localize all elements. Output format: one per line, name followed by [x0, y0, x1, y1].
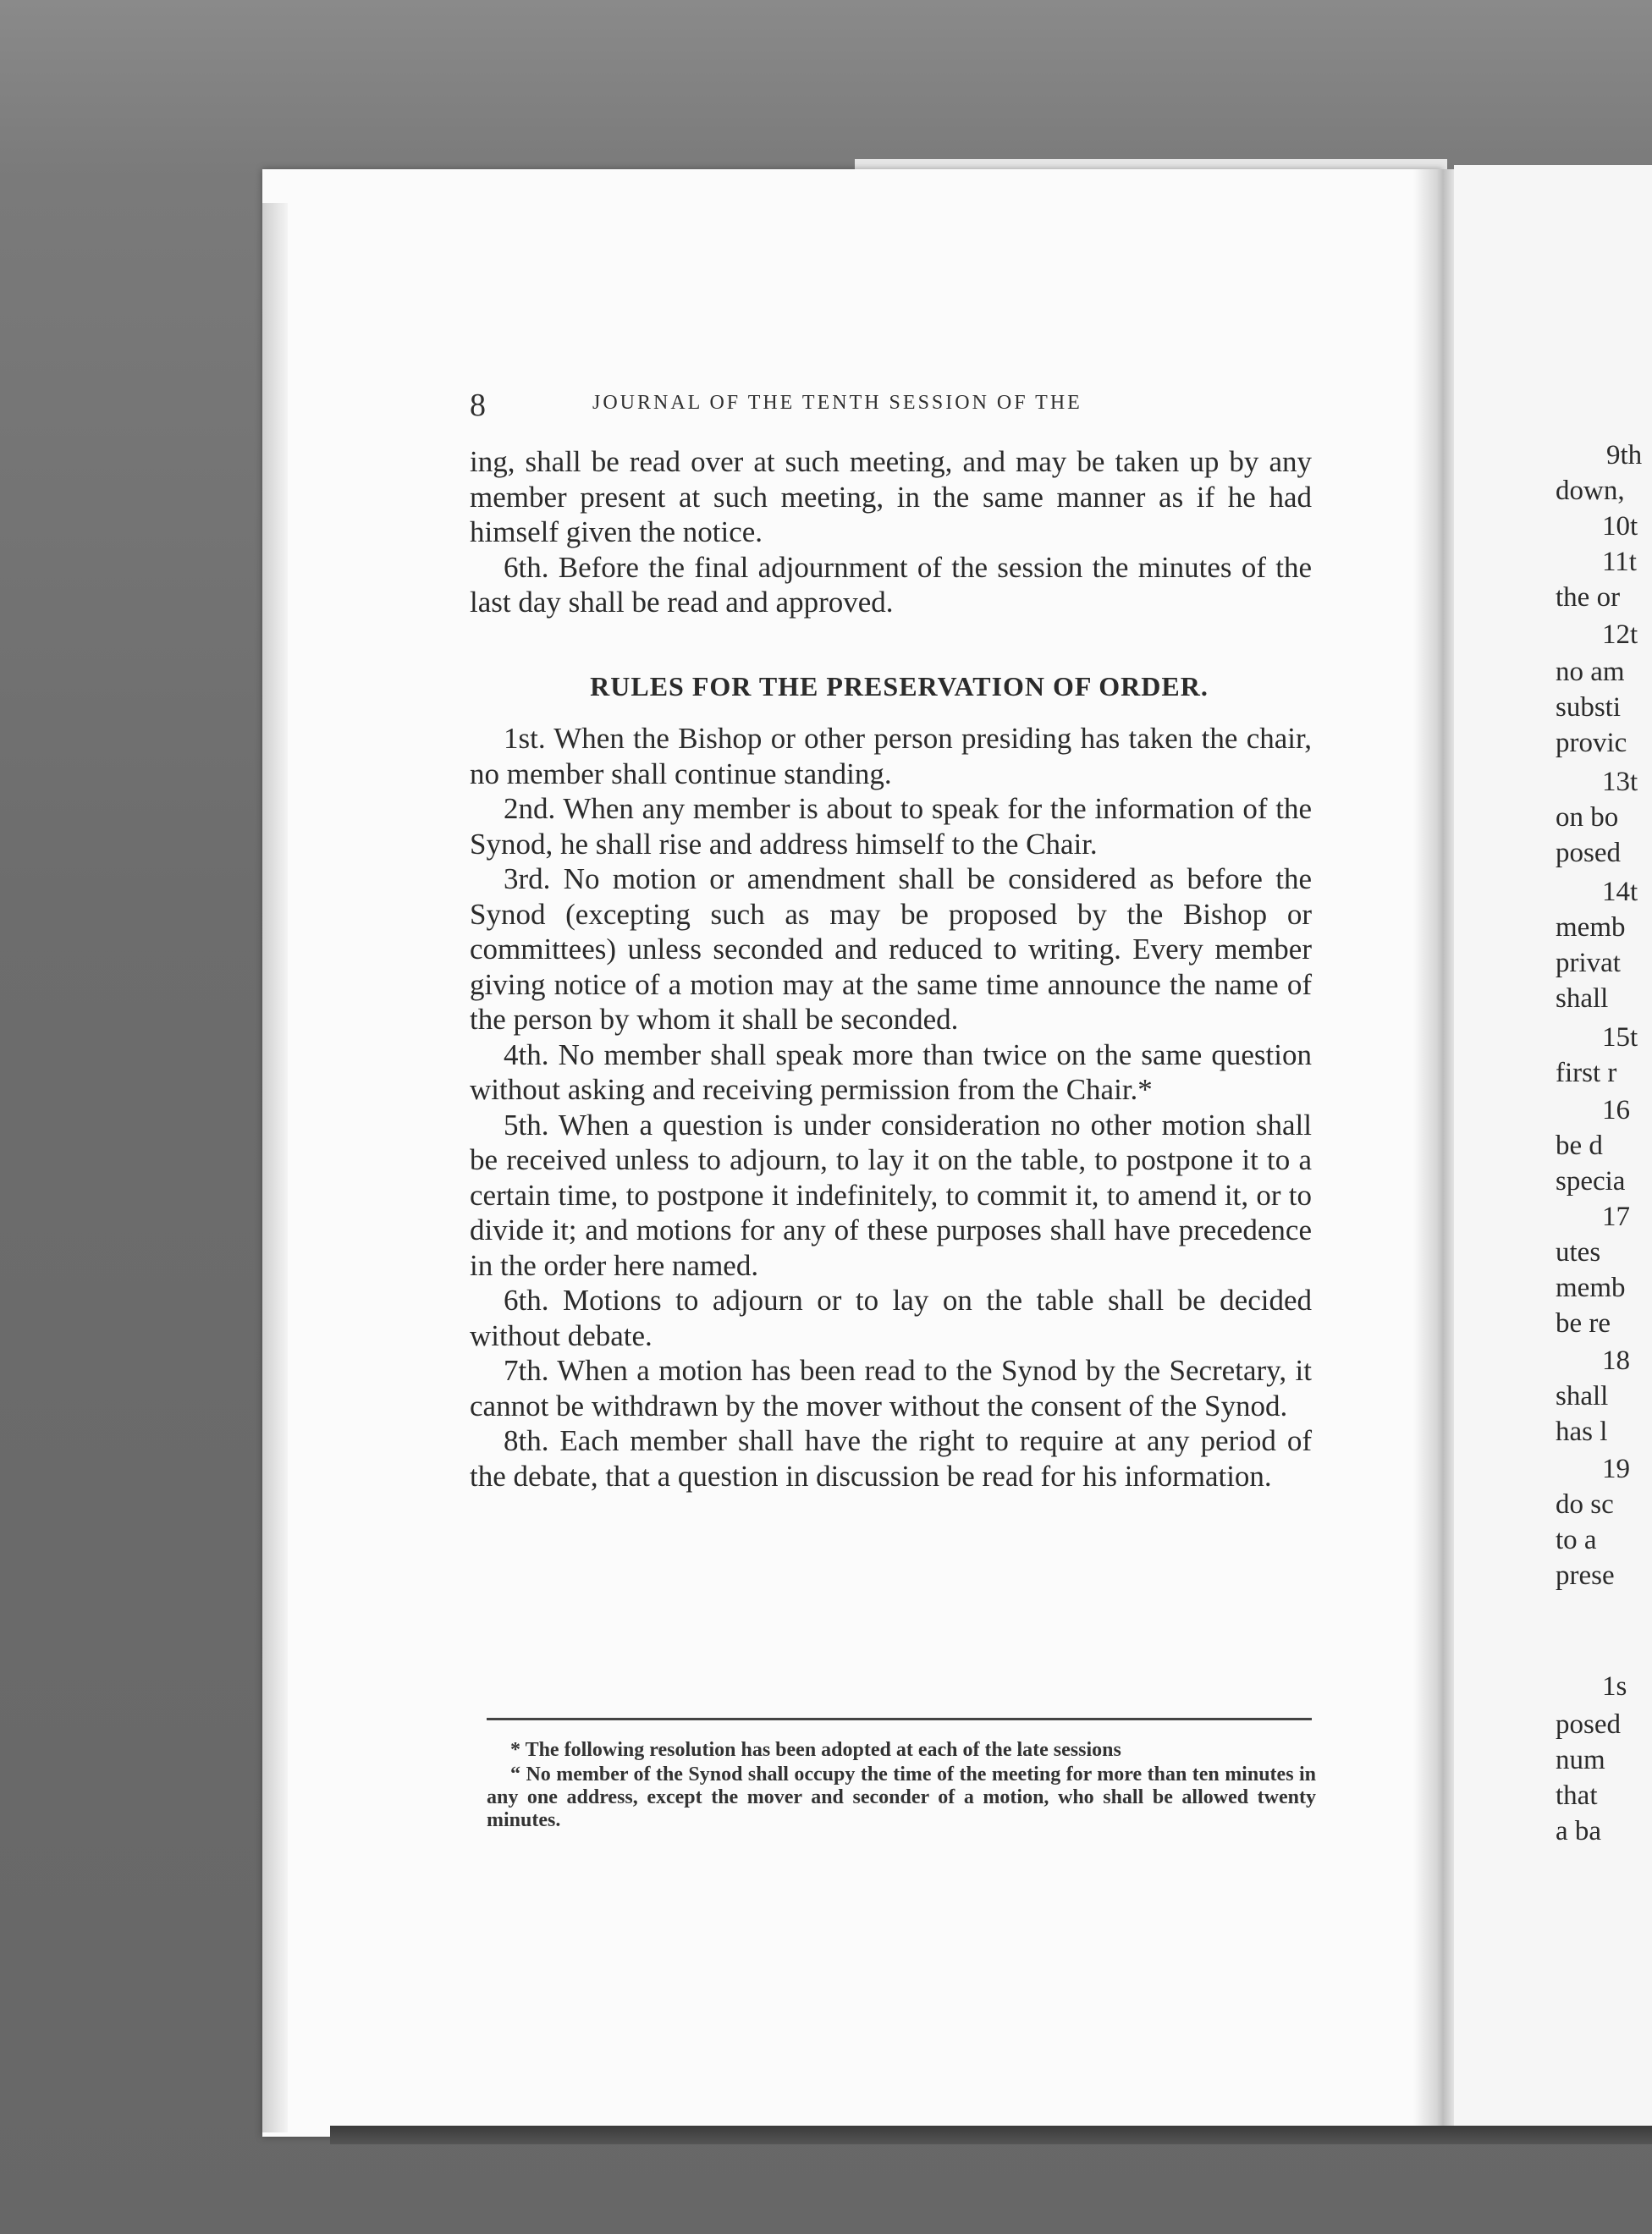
right-fragment: to a [1556, 1525, 1597, 1555]
rule-5th: 5th. When a question is under consideration no other motion shall be received unless to adjourn, to lay it on the table, to postpone it to a certain time, to postpone it indefinitely, to commit it, to amend it, or to divide it; and motions for any of these purposes shall have precedence in the order here named. [470, 1108, 1312, 1282]
right-fragment: shall [1556, 983, 1609, 1014]
right-fragment: privat [1556, 948, 1621, 978]
page-number: 8 [470, 388, 486, 423]
rule-3rd: 3rd. No motion or amendment shall be considered as before the Synod (excepting such as may be proposed by the Bishop or committees) unless seconded and reduced to writing. Every member giving notice of a motion may at the same time announce the name of the person by whom it shall be seconded. [470, 862, 1312, 1036]
right-fragment: substi [1556, 692, 1622, 723]
right-fragment: specia [1556, 1166, 1626, 1197]
right-fragment: 14t [1602, 877, 1638, 907]
book-gutter [1413, 169, 1456, 2137]
right-fragment: memb [1556, 1273, 1626, 1303]
footnote-divider [487, 1718, 1312, 1720]
right-fragment: that [1556, 1780, 1598, 1811]
right-fragment: first r [1556, 1058, 1617, 1088]
right-fragment: memb [1556, 912, 1626, 943]
right-fragment: 13t [1602, 767, 1638, 797]
right-fragment: a ba [1556, 1816, 1602, 1846]
right-fragment: 16 [1602, 1095, 1630, 1125]
bottom-shadow [330, 2126, 1652, 2144]
right-fragment: shall [1556, 1381, 1609, 1411]
rule-7th: 7th. When a motion has been read to the Synod by the Secretary, it cannot be withdrawn by the mover without the consent of the Synod. [470, 1354, 1312, 1422]
footnote-2: “ No member of the Synod shall occupy the time of the meeting for more than ten minutes in any one address, except the mover and seconder of a motion, who shall be allowed twenty minutes. [487, 1764, 1316, 1831]
right-fragment: has l [1556, 1417, 1608, 1447]
running-title: JOURNAL OF THE TENTH SESSION OF THE [592, 392, 1082, 414]
rule-4th: 4th. No member shall speak more than twice on the same question without asking and receiving permission from the Chair.* [470, 1037, 1312, 1106]
right-fragment: 1s [1602, 1671, 1627, 1702]
footnote-1: * The following resolution has been adopted at each of the late sessions [510, 1739, 1121, 1761]
rule-6th: 6th. Motions to adjourn or to lay on the table shall be decided without debate. [470, 1284, 1312, 1352]
rule-8th: 8th. Each member shall have the right to require at any period of the debate, that a question in discussion be read for his information. [470, 1424, 1312, 1493]
section-heading: RULES FOR THE PRESERVATION OF ORDER. [590, 670, 1209, 702]
right-fragment: 10t [1602, 511, 1638, 542]
right-fragment: posed [1556, 838, 1621, 868]
right-page-text [1556, 440, 1652, 1879]
right-fragment: provic [1556, 728, 1627, 758]
right-fragment: 19 [1602, 1454, 1630, 1484]
rule-1st: 1st. When the Bishop or other person presiding has taken the chair, no member shall continue standing. [470, 722, 1312, 790]
right-fragment: down, [1556, 476, 1625, 506]
right-fragment: no am [1556, 657, 1625, 687]
right-fragment: 17 [1602, 1202, 1630, 1232]
right-fragment: 12t [1602, 619, 1638, 650]
right-fragment: be re [1556, 1308, 1611, 1339]
right-fragment: num [1556, 1745, 1605, 1775]
right-fragment: 15t [1602, 1022, 1638, 1053]
right-fragment: 9th [1606, 440, 1643, 470]
right-fragment: 11t [1602, 547, 1637, 577]
right-fragment: on bo [1556, 802, 1619, 833]
paragraph-continuation: ing, shall be read over at such meeting, and may be taken up by any member present at such meeting, in the same manner as if he had himself given the notice. [470, 445, 1312, 548]
right-fragment: do sc [1556, 1489, 1614, 1520]
right-fragment: posed [1556, 1709, 1621, 1740]
right-fragment: utes [1556, 1237, 1601, 1268]
right-fragment: prese [1556, 1560, 1615, 1591]
right-fragment: 18 [1602, 1345, 1630, 1376]
footnotes [487, 1739, 1316, 1834]
right-fragment: be d [1556, 1131, 1603, 1161]
body-text [470, 444, 1312, 1494]
rule-2nd: 2nd. When any member is about to speak for the information of the Synod, he shall rise and address himself to the Chair. [470, 792, 1312, 861]
left-page-edge [262, 203, 288, 2132]
right-fragment: the or [1556, 582, 1621, 613]
paragraph-6th-previous-rule: 6th. Before the final adjournment of the session the minutes of the last day shall be read and approved. [470, 550, 1312, 619]
